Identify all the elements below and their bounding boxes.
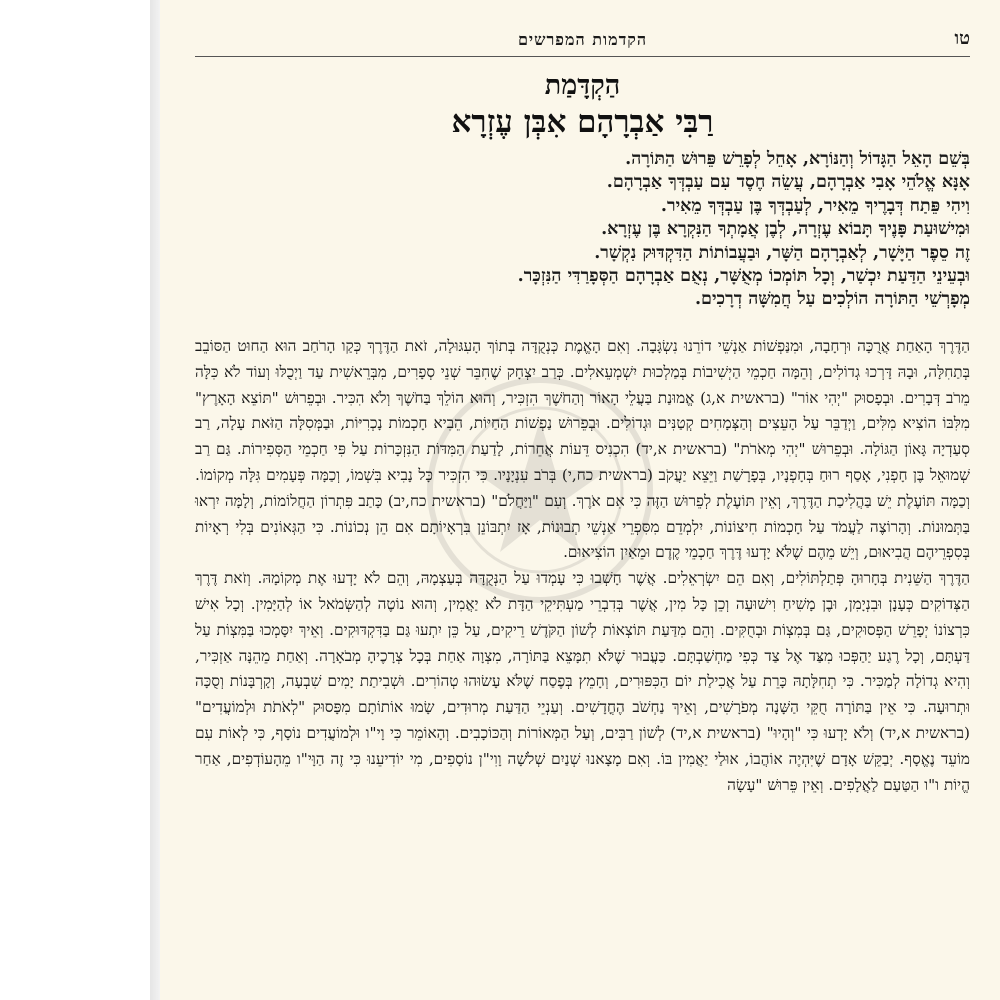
paragraph-first-way: הַדֶּרֶךְ הָאַחַת אֲרֻכָּה וּרְחָבָה, וּמִנַּפְשׁוֹת אַנְשֵׁי דוֹרֵנוּ נִשְׂגָּבָה. וְאִם הָאֱמֶת כְּנְקֻדָּה בְּתוֹךְ הָעִגּוּלָה, זֹאת הַדֶּרֶךְ כְּקַו הָרֹחַב הוּא הַחוּט הַסּוֹבֵב בְּתַחִלָּה, וּבָהּ דָּרְכוּ גְדוֹלִים, וְהֵמָּה חַכְמֵי הַיְשִׁיבוֹת בְּמַלְכוּת יִשְׁמְעֵאלִים. כְּרַב יִצְחָק שֶׁחִבֵּר שְׁנֵי סְפָרִים, מִבְּרֵאשִׁית עַד וַיְכֻלּוּ וְעוֹד לֹא כִּלָּה מֵרֹב דְּבָרִים. וּבְפָסוּק "יְהִי אוֹר" (בראשית א,ג) אֱמוּנַת בַּעֲלֵי הָאוֹר וְהַחֹשֶׁךְ הִזְכִּיר, וְהוּא הוֹלֵךְ בַּחֹשֶׁךְ וְלֹא הִכִּיר. וּבְפֵרוּשׁ "תּוֹצֵא הָאָרֶץ" מִלִּבּוֹ הוֹצִיא מִלִּים, וַיְדַבֵּר עַל הָעֵצִים וְהַצְּמָחִים קְטַנִּים וּגְדוֹלִים. וּבְפֵרוּשׁ נַפְשׁוֹת הַחַיּוֹת, הֵבִיא חָכְמוֹת נָכְרִיּוֹת, וּבַמְּסִלָּה הַזֹּאת עָלָה, רַב סְעַדְיָה גָּאוֹן הַגּוֹלָה. וּבְפֵרוּשׁ "יְהִי מְאֹרֹת" (בראשית א,יד) הִכְנִיס דֵּעוֹת אֲחֵרוֹת, לָדַעַת הַמִּדּוֹת הַנִּזְכָּרוֹת עַל פִּי חַכְמֵי הַסְּפִירוֹת. גַּם רַב שְׁמוּאֵל בֶּן חָפְנִי, אָסַף רוּחַ בְּחָפְנָיו, בְּפָרָשַׁת וַיֵּצֵא יַעֲקֹב (בראשית כח,י) בְּרֹב עִנְיָנָיו. כִּי הִזְכִּיר כָּל נָבִיא בִּשְׁמוֹ, וְכַמָּה פְּעָמִים גִּלָּה מְקוֹמוֹ. וְכַמָּה תּוֹעֶלֶת יֵשׁ בַּהֲלִיכַת הַדֶּרֶךְ, וְאֵין תּוֹעֶלֶת לְפֵרוּשׁ הַזֶּה כִּי אִם אֹרֶךְ. וְעִם "וַיַּחֲלֹם" (בראשית כח,יב) כָּתַב פִּתְרוֹן הַחֲלוֹמוֹת, וְלָמָּה יִרְאוּ בַּתְּמוּנוֹת. וְהָרוֹצֶה לַעֲמֹד עַל חָכְמוֹת חִיצוֹנוֹת, יִלְמְדֵם מִסִּפְרֵי אַנְשֵׁי תְבוּנוֹת, אָז יִתְבּוֹנֵן בִּרְאָיוֹתָם אִם הֵן נְכוֹנוֹת. כִּי הַגְּאוֹנִים בְּלִי רְאָיוֹת בְּסִפְרֵיהֶם הֲבִיאוּם, וְיֵשׁ מֵהֶם שֶׁלֹּא יָדְעוּ דֶּרֶךְ חַכְמֵי קֶדֶם וּמֵאַיִן הוֹצִיאוּם. <box>195 337 970 562</box>
opening-poem <box>195 148 970 312</box>
page-header <box>195 28 970 54</box>
poem-line: וּבְעֵינֵי הַדַּעַת יִכְשַׁר, וְכָל תּוֹמְכוֹ מְאֻשָּׁר, נְאֻם אַבְרָהָם הַסְּפָרַדִּי הַנִּזְכָּר. <box>517 266 970 287</box>
poem-line: בְּשֵׁם הָאֵל הַגָּדוֹל וְהַנּוֹרָא, אָחֵל לְפָרֵשׁ פֵּרוּשׁ הַתּוֹרָה. <box>625 149 970 169</box>
body-text <box>195 334 970 798</box>
poem-line: וִיהִי פֵּתַח דְּבָרֶיךָ מֵאִיר, לְעַבְדְּךָ בֶּן עַבְדְּךָ מֵאִיר. <box>660 195 970 216</box>
section-title: הַקְדָּמַת <box>544 70 621 101</box>
page-number: טו <box>954 28 970 49</box>
section-author-title: רַבִּי אַבְרָהָם אִבְּן עֶזְרָא <box>451 104 714 140</box>
poem-line: אָנָּא אֱלֹהֵי אָבִי אַבְרָהָם, עֲשֵׂה חֶסֶד עִם עַבְדְּךָ אַבְרָהָם. <box>606 172 970 193</box>
running-title: הקדמות המפרשים <box>517 30 648 49</box>
paragraph-second-way: הַדֶּרֶךְ הַשֵּׁנִית בְּחָרוּהָ פְּתַלְתּוֹלִים, וְאִם הֵם יִשְׂרְאֵלִים. אֲשֶׁר חָשְׁבוּ כִּי עָמְדוּ עַל הַנְּקֻדָּה בְּעַצְמָהּ, וְהֵם לֹא יָדְעוּ אֶת מְקוֹמָהּ. וְזֹאת דֶּרֶךְ הַצְּדוֹקִים כְּעָנָן וּבִנְיָמִן, וּבֶן מָשִׁיחַ וִישׁוּעָה וְכֵן כָּל מִין, אֲשֶׁר בְּדִבְרֵי מַעְתִּיקֵי הַדָּת לֹא יַאֲמִין, וְהוּא נוֹטֶה לְהַשְּׂמֹאל אוֹ לְהַיָּמִין. וְכָל אִישׁ כִּרְצוֹנוֹ יְפָרֵשׁ הַפְּסוּקִים, גַּם בְּמִצְוֹת וּבְחֻקִּים. וְהֵם מִדַּעַת תּוֹצְאוֹת לְשׁוֹן הַקֹּדֶשׁ רֵיקִים, עַל כֵּן יִתְעוּ גַּם בַּדִּקְדּוּקִים. וְאֵיךְ יִסָּמְכוּ בַּמִּצְוֹת עַל דַּעְתָּם, וְכָל רֶגַע יַהַפְּכוּ מִצַּד אֶל צַד כְּפִי מַחְשַׁבְתָּם. כַּעֲבוּר שֶׁלֹּא תִמָּצֵא בַּתּוֹרָה, מִצְוָה אַחַת בְּכָל צְרָכֶיהָ מְבֹאָרָה. וְאַחַת מֵהֵנָּה אַזְכִּיר, וְהִיא גְדוֹלָה לְמַכִּיר. כִּי תְחִלָּתָהּ כָּרֵת עַל אֲכִילַת יוֹם הַכִּפּוּרִים, וְחָמֵץ בְּפֶסַח שֶׁלֹּא עָשׂוּהוּ טְהוֹרִים. וּשְׁבִיתַת יָמִים שִׁבְעָה, וְקָרְבָּנוֹת וְסֻכָּה וּתְרוּעָה. כִּי אֵין בַּתּוֹרָה חֻקֵּי הַשָּׁנָה מְפֹרָשִׁים, וְאֵיךְ נַחְשֹׁב הֶחֳדָשִׁים. וְעַנְיֵי הַדַּעַת מְרוּדִים, שָׂמוּ אוֹתוֹתָם מִפָּסוּק "לְאֹתֹת וּלְמוֹעֲדִים" (בראשית א,יד) וְלֹא יָדְעוּ כִּי "וְהָיוּ" (בראשית א,יד) לְשׁוֹן רַבִּים, וְעַל הַמְּאוֹרוֹת וְהַכּוֹכָבִים. וְהָאוֹמֵר כִּי וָי"ו וּלְמוֹעֲדִים נוֹסָף, כִּי לְאוֹת עִם מוֹעֵד נֶאֱסָף. יְבַקֵּשׁ אָדָם שֶׁיִּהְיֶה אוֹהֲבוֹ, אוּלַי יַאֲמִין בּוֹ. וְאִם מָצָאנוּ שְׁנַיִם שְׁלֹשָׁה וָוִי"ן נוֹסָפִים, מִי יוֹדִיעֵנוּ כִּי זֶה הַוָּי"ו מֵהָעוֹדְפִים, אַחַר הֱיוֹת ו"ו הַטַּעַם לַאֲלָפִים. וְאֵין פֵּרוּשׁ "עָשָׂה <box>195 569 970 794</box>
poem-line: וּמִישׁוּעַת פָּנֶיךָ תָּבוֹא עֶזְרָה, לְבֶן אֲמָתְךָ הַנִּקְרָא בֶּן עֶזְרָא. <box>601 219 970 240</box>
poem-line: זֶה סֵפֶר הַיָּשָׁר, לְאַבְרָהָם הַשָּׁר, וּבַעֲבוֹתוֹת הַדִּקְדּוּק נִקְשָׁר. <box>594 242 970 263</box>
poem-line: מְפָרְשֵׁי הַתּוֹרָה הוֹלְכִים עַל חֲמִשָּׁה דְרָכִים. <box>694 289 970 310</box>
header-rule <box>195 56 970 57</box>
